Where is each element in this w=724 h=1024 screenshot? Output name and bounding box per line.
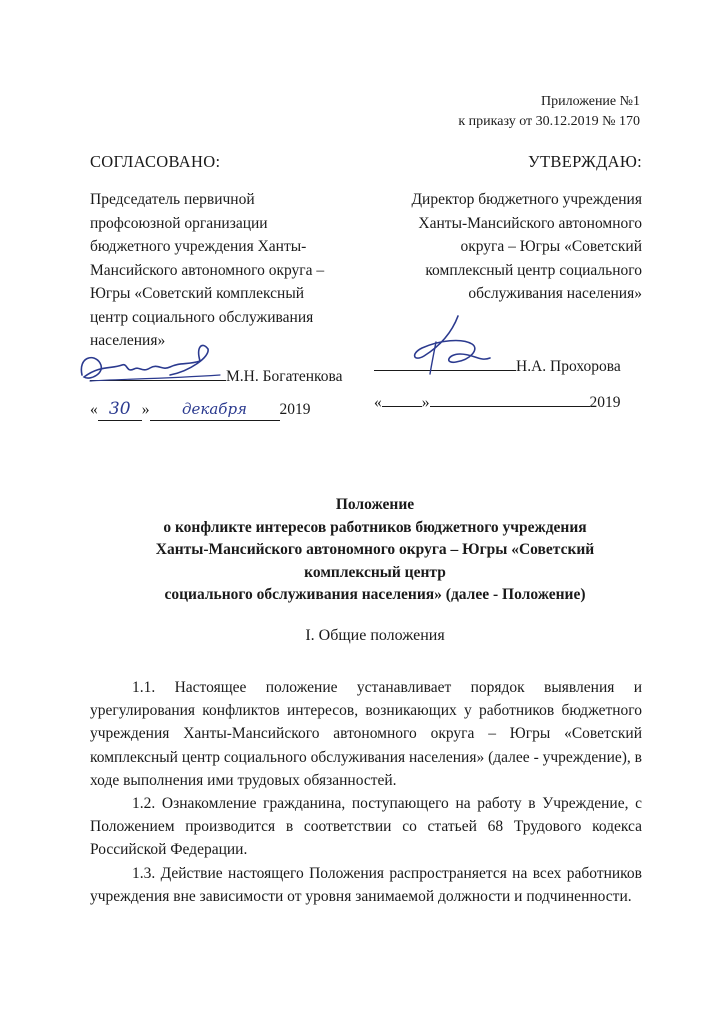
approved-line: Директор бюджетного учреждения xyxy=(411,191,642,208)
section-heading: I. Общие положения xyxy=(305,627,445,644)
agreed-date-line: « 30 » декабря 2019 xyxy=(90,399,311,419)
agreed-line: центр социального обслуживания xyxy=(90,308,314,326)
agreed-line: Мансийского автономного округа – xyxy=(90,261,325,279)
agreed-block xyxy=(90,188,360,353)
date-month-blank xyxy=(430,390,590,407)
date-month-handwritten: декабря xyxy=(150,398,280,421)
appendix-number: Приложение №1 xyxy=(541,94,640,109)
document-title xyxy=(90,494,660,607)
date-day-handwritten: 30 xyxy=(98,398,142,421)
approved-line: комплексный центр социального xyxy=(425,261,642,279)
agreed-line: бюджетного учреждения Ханты- xyxy=(90,238,307,255)
title-line: комплексный центр xyxy=(304,563,446,581)
paragraph-1-3: 1.3. Действие настоящего Положения распространяется на всех работников учреждения вне зависимости от уровня занимаемой должности и подчиненности. xyxy=(90,864,642,905)
approved-block xyxy=(372,188,642,306)
agreed-date-year: 2019 xyxy=(279,401,311,418)
agreed-line: Югры «Советский комплексный xyxy=(90,285,305,302)
agreed-line: профсоюзной организации xyxy=(90,214,268,232)
agreed-line: Председатель первичной xyxy=(90,191,255,208)
title-line: социального обслуживания населения» (далее - Положение) xyxy=(164,586,586,603)
title-line: о конфликте интересов работников бюджетного учреждения xyxy=(163,518,587,536)
appendix-reference xyxy=(458,92,640,132)
approved-line: обслуживания населения» xyxy=(468,285,642,302)
approved-date-year: 2019 xyxy=(589,394,621,411)
approved-handwritten-signature xyxy=(400,312,510,382)
title-line: Положение xyxy=(335,496,415,513)
agreed-heading: СОГЛАСОВАНО: xyxy=(90,152,221,171)
approved-signer-name: Н.А. Прохорова xyxy=(516,358,621,375)
title-line: Ханты-Мансийского автономного округа – Югры «Советский xyxy=(155,541,595,558)
agreed-signer-name: М.Н. Богатенкова xyxy=(226,368,343,385)
approved-line: Ханты-Мансийского автономного xyxy=(418,214,642,232)
approved-date-line: « » 2019 xyxy=(374,390,621,414)
agreed-line: населения» xyxy=(90,332,166,349)
agreed-handwritten-signature xyxy=(70,335,230,395)
paragraph-1-2: 1.2. Ознакомление гражданина, поступающего на работу в Учреждение, с Положением производится в соответствии со статьей 68 Трудового кодекса Российской Федерации. xyxy=(90,795,642,859)
approved-line: округа – Югры «Советский xyxy=(460,238,642,255)
date-day-blank xyxy=(382,390,422,407)
approved-heading: УТВЕРЖДАЮ: xyxy=(528,152,642,171)
document-body xyxy=(90,676,642,908)
appendix-order-ref: к приказу от 30.12.2019 № 170 xyxy=(458,114,640,129)
paragraph-1-1: 1.1. Настоящее положение устанавливает порядок выявления и урегулирования конфликтов интересов, возникающих у работников бюджетного учреждения Ханты-Мансийского автономного округа – Югры «Советский комплексный центр социального обслуживания населения» (далее - учреждение), в ходе выполнения ими трудовых обязанностей. xyxy=(90,679,642,789)
